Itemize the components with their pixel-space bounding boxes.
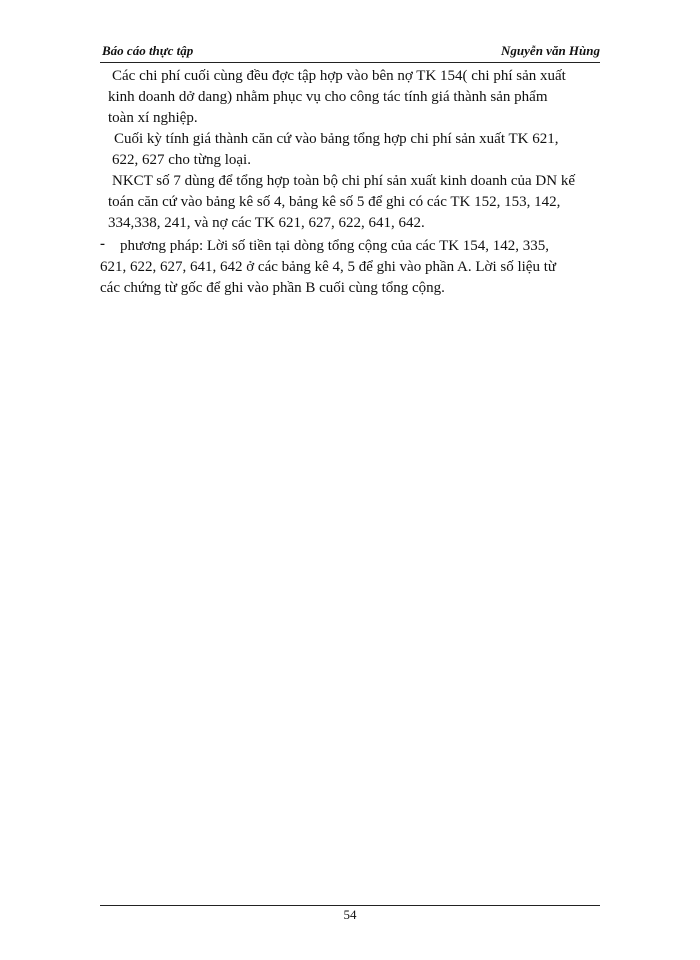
text-line: các chứng từ gốc để ghi vào phần B cuối cùng tổng cộng.: [100, 280, 445, 296]
text-line: 621, 622, 627, 641, 642 ở các bảng kê 4, 5 để ghi vào phần A. Lời số liệu từ: [100, 259, 557, 275]
page-header: [100, 40, 600, 63]
text-line: 622, 627 cho từng loại.: [112, 152, 251, 168]
text-line: toán căn cứ vào bảng kê số 4, bảng kê số 5 để ghi có các TK 152, 153, 142,: [108, 194, 561, 210]
text-line: 334,338, 241, và nợ các TK 621, 627, 622, 641, 642.: [108, 215, 425, 231]
text-line: phương pháp: Lời số tiền tại dòng tổng cộng của các TK 154, 142, 335,: [120, 238, 550, 254]
paragraph-nkct-7: [100, 171, 620, 234]
header-report-title: Báo cáo thực tập: [102, 43, 194, 58]
paragraph-cost-aggregation: [100, 66, 620, 129]
page-number: 54: [343, 907, 357, 922]
paragraph-end-period-costing: [100, 129, 620, 171]
text-line: Cuối kỳ tính giá thành căn cứ vào bảng tổng hợp chi phí sản xuất TK 621,: [114, 131, 559, 147]
header-author-name: Nguyễn văn Hùng: [501, 43, 600, 58]
bullet-method: [100, 236, 620, 299]
text-line: Các chi phí cuối cùng đều đợc tập hợp vào bên nợ TK 154( chi phí sản xuất: [112, 68, 566, 84]
text-line: NKCT số 7 dùng để tổng hợp toàn bộ chi phí sản xuất kinh doanh của DN kế: [112, 173, 576, 189]
text-line: toàn xí nghiệp.: [108, 110, 198, 126]
footer-divider: [100, 905, 600, 906]
bullet-dash: -: [100, 236, 105, 252]
text-line: kinh doanh dở dang) nhằm phục vụ cho công tác tính giá thành sản phẩm: [108, 89, 548, 105]
document-body: [100, 66, 620, 299]
